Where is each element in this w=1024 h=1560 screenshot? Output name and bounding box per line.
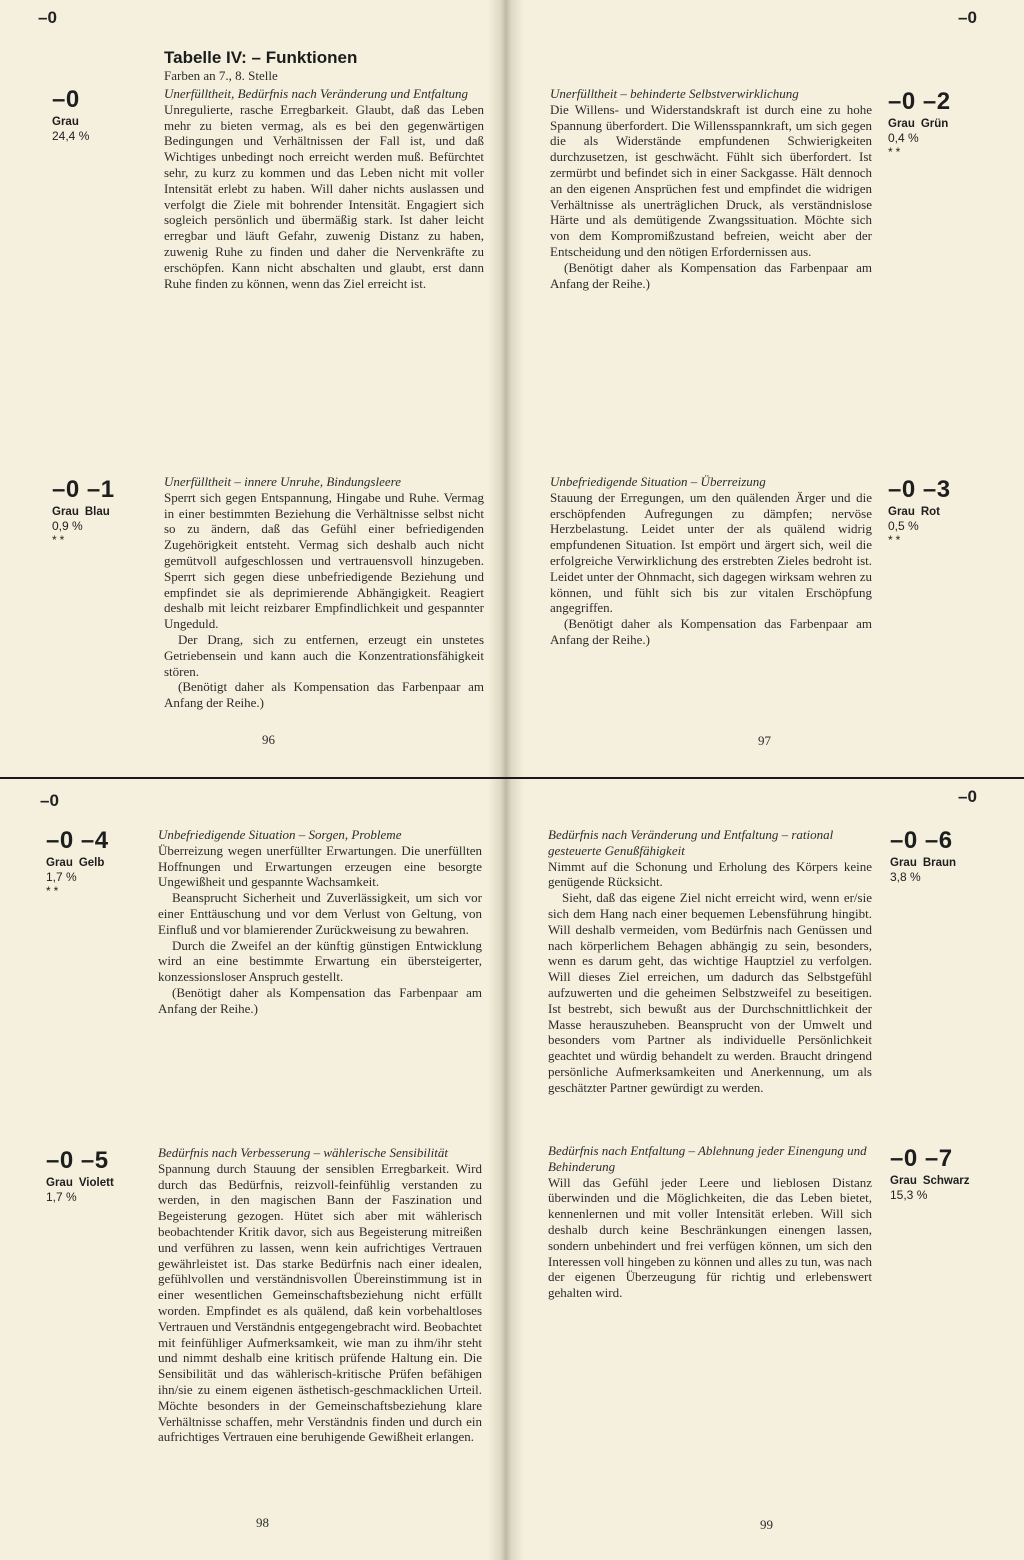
entry-paragraph: Will das Gefühl jeder Leere und lieblosen Distanz überwinden und die Möglichkeiten, die das Leben bietet, kennenlernen und mit voller Intensität erleben. Will sich deshalb durch keine Beschränkungen einengen lassen, sondern unbehindert und frei verfügen können, um sich den Interessen voll hingeben zu können und alles zu tun, was nach der eigenen Überzeugung für richtig und erlebenswert gehalten wird.	[548, 1174, 872, 1301]
entry-paragraph: Nimmt auf die Schonung und Erholung des Körpers keine genügende Rücksicht.	[548, 858, 872, 890]
color-names	[888, 118, 951, 130]
color-code: –0	[52, 86, 80, 113]
color-code: –0 –5	[46, 1147, 109, 1174]
frequency-stars: **	[46, 884, 62, 898]
entry-text-block	[158, 1145, 482, 1445]
page-number: 98	[256, 1515, 269, 1530]
entry-paragraph: Unregulierte, rasche Erregbarkeit. Glaubt, daß das Leben mehr zu bieten vermag, als es bei den gegenwärtigen Bedingungen und Verhältnissen der Fall ist, und daß Wichtiges unbedingt noch erreicht werden muß. Befürchtet sehr, zu kurz zu kommen und das Leben nicht mit voller Intensität erlebt zu haben. Will daher nichts auslassen und verfolgt die Ziele mit bohrender Intensität. Engagiert sich sogleich persönlich und übermäßig stark. Ist daher leicht erregbar und läuft Gefahr, zuwenig Distanz zu haben, zuwenig Ruhe zu finden und daher die Nervenkräfte zu erschöpfen. Kann nicht abschalten und glaubt, erst dann Ruhe finden zu können, wenn das Ziel erreicht ist.	[164, 101, 484, 291]
color-code: –0 –4	[46, 827, 109, 854]
entry-text-block	[158, 827, 482, 1017]
color-percent: 3,8 %	[890, 870, 921, 884]
color-percent: 0,9 %	[52, 519, 83, 533]
color-names	[890, 1175, 970, 1187]
color-percent: 24,4 %	[52, 129, 90, 143]
entry-heading: Bedürfnis nach Veränderung und Entfaltung – rational gesteuerte Genußfähigkeit	[548, 827, 834, 858]
entry-paragraph: Sieht, daß das eigene Ziel nicht erreicht wird, wenn er/sie sich dem Hang nach einer bequemen Lebensführung hingibt. Will deshalb vermeiden, vom Bedürfnis nach Genüssen und nach körperlichem Behagen abhängig zu sein, besonders, wenn es darum geht, das wichtige Hauptziel zu verfolgen. Will dieses Ziel erreichen, um dadurch das Selbstgefühl aufzuwerten und die geheimen Selbstzweifel zu beseitigen. Ist bestrebt, sich bewußt aus der Durchschnittlichkeit der Masse herauszuheben. Beansprucht von der Umwelt und besonders vom Partner als individuelle Persönlichkeit geachtet und würdig behandelt zu werden. Braucht dringend persönliche Aufmerksamkeiten und Anerkennung, um als geschätzter Partner gewürdigt zu werden.	[548, 890, 872, 1095]
entry-heading: Unerfülltheit – behinderte Selbstverwirklichung	[550, 86, 799, 101]
entry-heading: Unerfülltheit – innere Unruhe, Bindungsleere	[164, 474, 401, 489]
color-code-card	[52, 86, 89, 143]
color-percent: 15,3 %	[890, 1188, 928, 1202]
color-code-card	[890, 1145, 970, 1202]
color-name: Rot	[920, 506, 941, 518]
color-names	[46, 1177, 114, 1189]
frequency-stars: **	[888, 145, 904, 159]
color-names	[52, 506, 115, 518]
entry-heading: Unbefriedigende Situation – Sorgen, Probleme	[158, 827, 402, 842]
color-code-card	[52, 476, 115, 547]
page-number: 99	[760, 1517, 773, 1532]
color-names	[52, 116, 89, 128]
entry-text-block	[550, 86, 872, 291]
book-gutter	[488, 0, 524, 777]
entry-paragraph: Durch die Zweifel an der künftig günstigen Entwicklung wird an eine bestimmte Erwartung ein übersteigerter, konzessionsloser Anspruch gestellt.	[158, 937, 482, 985]
bottom-spread	[0, 779, 1024, 1560]
color-code-card	[888, 476, 951, 547]
color-name: Grün	[920, 118, 949, 130]
color-code: –0 –7	[890, 1145, 953, 1172]
entry-paragraph: (Benötigt daher als Kompensation das Farbenpaar am Anfang der Reihe.)	[550, 616, 872, 647]
color-names	[888, 506, 951, 518]
color-names	[890, 857, 956, 869]
entry-text-block	[548, 1143, 872, 1301]
color-code: –0 –2	[888, 88, 951, 115]
entry-paragraph: Der Drang, sich zu entfernen, erzeugt ein unstetes Getriebensein und kann auch die Konzentrationsfähigkeit stören.	[164, 631, 484, 679]
color-code: –0 –1	[52, 476, 115, 503]
color-code-card	[46, 1147, 114, 1204]
entry-paragraph: Die Willens- und Widerstandskraft ist durch eine zu hohe Spannung überfordert. Die Willensspannkraft, um sich gegen die als Widerstände empfundenen Schwierigkeiten durchzusetzen, ist geschwächt. Fühlt sich überfordert. Ist zermürbt und befindet sich in einer Sackgasse. Hält dennoch an den eigenen Ansprüchen fest und empfindet die widrigen Verhältnisse als unerträglichen Druck, als verständnislose Härte und als demütigende Zwangssituation. Möchte sich von dem Kompromißzustand befreien, weicht aber der Entscheidung und den nötigen Erfordernissen aus.	[550, 101, 872, 259]
entry-heading: Bedürfnis nach Verbesserung – wählerische Sensibilität	[158, 1145, 448, 1160]
color-code: –0 –6	[890, 827, 953, 854]
color-name: Grau	[46, 857, 73, 869]
color-name: Braun	[922, 857, 957, 869]
color-name: Grau	[888, 118, 915, 130]
page-98-corner-code: –0	[40, 791, 59, 810]
color-name: Grau	[52, 116, 79, 128]
entry-paragraph: (Benötigt daher als Kompensation das Farbenpaar am Anfang der Reihe.)	[550, 259, 872, 291]
entry-text-block	[164, 474, 484, 711]
table-subtitle: Farben an 7., 8. Stelle	[164, 68, 278, 83]
entry-paragraph: (Benötigt daher als Kompensation das Farbenpaar am Anfang der Reihe.)	[158, 984, 482, 1016]
entry-text-block	[550, 474, 872, 648]
color-percent: 0,5 %	[888, 519, 919, 533]
page-97-corner-code: –0	[958, 8, 977, 27]
color-name: Violett	[78, 1177, 114, 1189]
entry-paragraph: Beansprucht Sicherheit und Zuverlässigkeit, um sich vor einer Enttäuschung und vor dem Verlust von Geltung, von Einfluß und vor blamierender Zurückweisung zu bewahren.	[158, 890, 482, 937]
color-code-card	[888, 88, 951, 159]
entry-text-block	[548, 827, 872, 1096]
entry-paragraph: Sperrt sich gegen Entspannung, Hingabe und Ruhe. Vermag in einer bestimmten Beziehung die Verhältnisse selbst nicht so zu ändern, daß das Gefühl einer befriedigenden Zugehörigkeit entsteht. Vermag sich deshalb auch nicht gemütvoll aufgeschlossen und vertrauensvoll hinzugeben. Sperrt sich gegen diese unbefriedigende Beziehung und empfindet sie als deprimierende Abhängigkeit. Reagiert deshalb mit leicht reizbarer Empfindlichkeit und gespannter Ungeduld.	[164, 489, 484, 632]
entry-heading: Unbefriedigende Situation – Überreizung	[550, 474, 766, 489]
book-gutter	[488, 779, 524, 1560]
table-title: Tabelle IV: – Funktionen	[164, 48, 358, 67]
page-96-corner-code: –0	[38, 8, 57, 27]
color-name: Grau	[46, 1177, 73, 1189]
entry-text-block	[164, 86, 484, 291]
color-code: –0 –3	[888, 476, 951, 503]
color-percent: 1,7 %	[46, 870, 77, 884]
color-name: Grau	[888, 506, 915, 518]
entry-paragraph: (Benötigt daher als Kompensation das Farbenpaar am Anfang der Reihe.)	[164, 679, 484, 711]
top-spread	[0, 0, 1024, 777]
color-code-card	[46, 827, 109, 898]
color-percent: 1,7 %	[46, 1190, 77, 1204]
frequency-stars: **	[52, 533, 68, 547]
page-99-corner-code: –0	[958, 787, 977, 806]
entry-heading: Unerfülltheit, Bedürfnis nach Veränderung und Entfaltung	[164, 86, 469, 101]
color-name: Blau	[84, 506, 110, 518]
entry-paragraph: Spannung durch Stauung der sensiblen Erregbarkeit. Wird durch das Bedürfnis, reizvoll-feinfühlig verstanden zu werden, in den magischen Bann der Faszination und Begeisterung gezogen. Hütet sich aber mit wählerisch beobachtender Kritik davor, sich aus Begeisterung mitreißen und verführen zu lassen, wenn kein aufrichtiges Vertrauen gewährleistet ist. Das starke Bedürfnis nach einer idealen, gefühlvollen und verständnisvollen Übereinstimmung ist in einer wesentlichen Gemeinschaftsbeziehung nicht erfüllt worden. Empfindet es als quälend, daß kein vorbehaltloses Vertrauen und Verständnis entgegengebracht wird. Beobachtet mit feinfühliger Aufmerksamkeit, wie man zu ihm/ihr steht und nimmt deshalb eine kritisch prüfende Haltung ein. Die Sensibilität und das wählerisch-kritische Prüfen befähigen ihn/sie zu einem eigenen ästhetisch-geschmacklichen Urteil. Möchte besonders in der Gemeinschaftsbeziehung klare Verhältnisse schaffen, mehr Verständnis finden und durch ein aufrichtiges Vertrauen eine beruhigende Gewißheit erlangen.	[158, 1160, 482, 1445]
color-code-card	[890, 827, 956, 884]
color-name: Schwarz	[922, 1175, 970, 1187]
color-name: Gelb	[78, 857, 105, 869]
color-name: Grau	[52, 506, 79, 518]
page-number: 97	[758, 733, 771, 748]
color-names	[46, 857, 109, 869]
color-name: Grau	[890, 857, 917, 869]
color-name: Grau	[890, 1175, 917, 1187]
frequency-stars: **	[888, 533, 904, 547]
entry-heading: Bedürfnis nach Entfaltung – Ablehnung jeder Einengung und Behinderung	[548, 1143, 867, 1174]
entry-paragraph: Überreizung wegen unerfüllter Erwartungen. Die unerfüllten Hoffnungen und Erwartungen erzeugen eine besorgte Ungewißheit und gespannte Wachsamkeit.	[158, 842, 482, 890]
page-number: 96	[262, 732, 275, 747]
color-percent: 0,4 %	[888, 131, 919, 145]
entry-paragraph: Stauung der Erregungen, um den quälenden Ärger und die erschöpfenden Aufregungen zu dämpfen; nervöse Herzbelastung. Leidet unter der als quälend widrig empfundenen Situation. Ist empört und ärgert sich, weil die erfolgreiche Verwirklichung des erstrebten Zieles bedroht ist. Leidet unter der Ohnmacht, sich dagegen wirksam wehren zu können, und fühlt sich bis zur vitalen Erschöpfung angegriffen.	[550, 489, 872, 616]
